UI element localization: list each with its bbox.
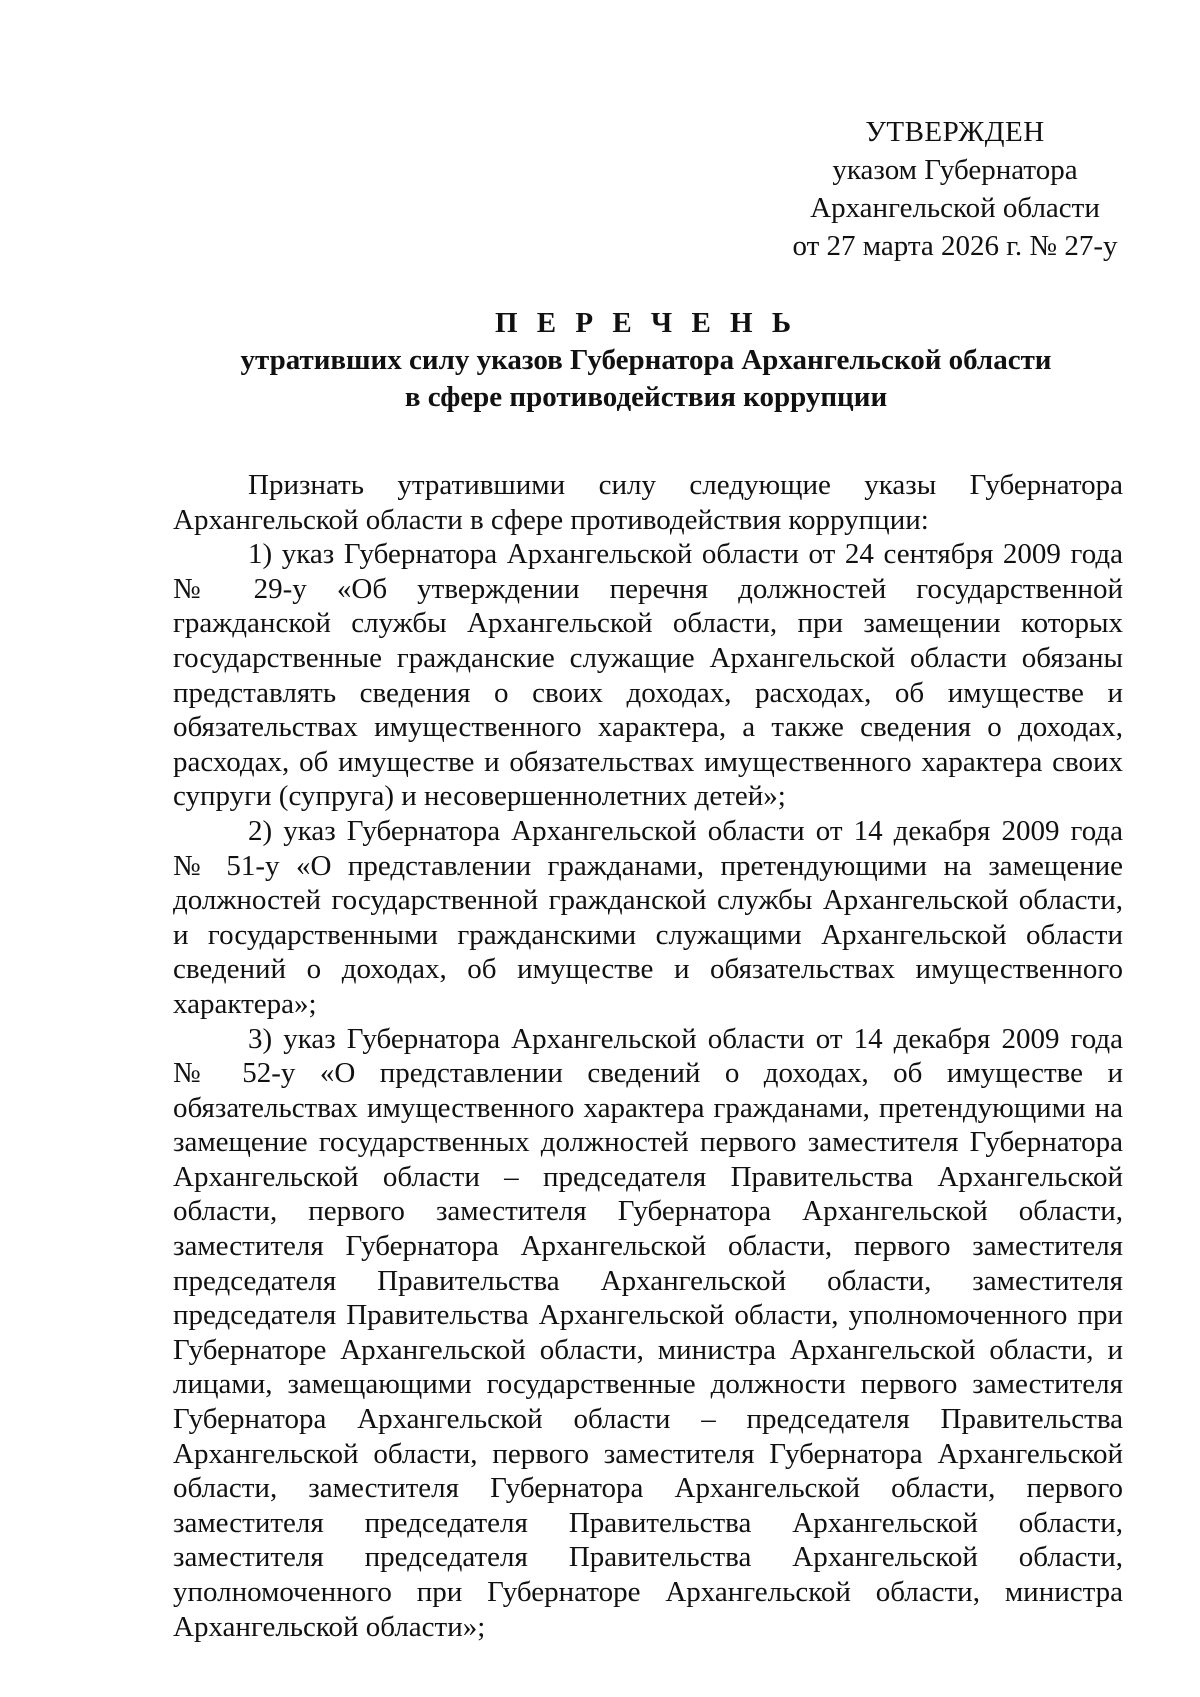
title-line-2: в сфере противодействия коррупции [404,381,888,413]
approval-stamp: УТВЕРЖДЕН [865,116,1045,148]
document-body [173,468,1123,1644]
approval-line-2: Архангельской области [810,192,1100,224]
title-heading: П Е Р Е Ч Е Н Ь [494,307,798,339]
list-item: 3) указ Губернатора Архангельской области от 14 декабря 2009 года № 52-у «О представлении сведений о доходах, об имуществе и обязательствах имущественного характера гражданами, претендующими на замещение государственных должностей первого заместителя Губернатора Архангельской области – председателя Правительства Архангельской области, первого заместителя Губернатора Архангельской области, заместителя Губернатора Архангельской области, первого заместителя председателя Правительства Архангельской области, заместителя председателя Правительства Архангельской области, уполномоченного при Губернаторе Архангельской области, министра Архангельской области, и лицами, замещающими государственные должности первого заместителя Губернатора Архангельской области – председателя Правительства Архангельской области, первого заместителя Губернатора Архангельской области, заместителя Губернатора Архангельской области, первого заместителя председателя Правительства Архангельской области, заместителя председателя Правительства Архангельской области, уполномоченного при Губернаторе Архангельской области, министра Архангельской области»; [173,1022,1123,1643]
intro-paragraph: Признать утратившими силу следующие указы Губернатора Архангельской области в сфере противодействия коррупции: [173,469,1123,536]
document-title [170,305,1122,416]
approval-block [770,113,1140,265]
list-item: 2) указ Губернатора Архангельской области от 14 декабря 2009 года № 51-у «О представлении гражданами, претендующими на замещение должностей государственной гражданской службы Архангельской области, и государственными гражданскими служащими Архангельской области сведений о доходах, об имуществе и обязательствах имущественного характера»; [173,814,1123,1020]
approval-line-3: от 27 марта 2026 г. № 27-у [792,230,1118,262]
approval-line-1: указом Губернатора [832,154,1078,186]
list-item: 1) указ Губернатора Архангельской области от 24 сентября 2009 года № 29-у «Об утверждении перечня должностей государственной гражданской службы Архангельской области, при замещении которых государственные гражданские служащие Архангельской области обязаны представлять сведения о своих доходах, расходах, об имуществе и обязательствах имущественного характера, а также сведения о доходах, расходах, об имуществе и обязательствах имущественного характера своих супруги (супруга) и несовершеннолетних детей»; [173,538,1123,813]
title-line-1: утративших силу указов Губернатора Архангельской области [240,344,1052,376]
